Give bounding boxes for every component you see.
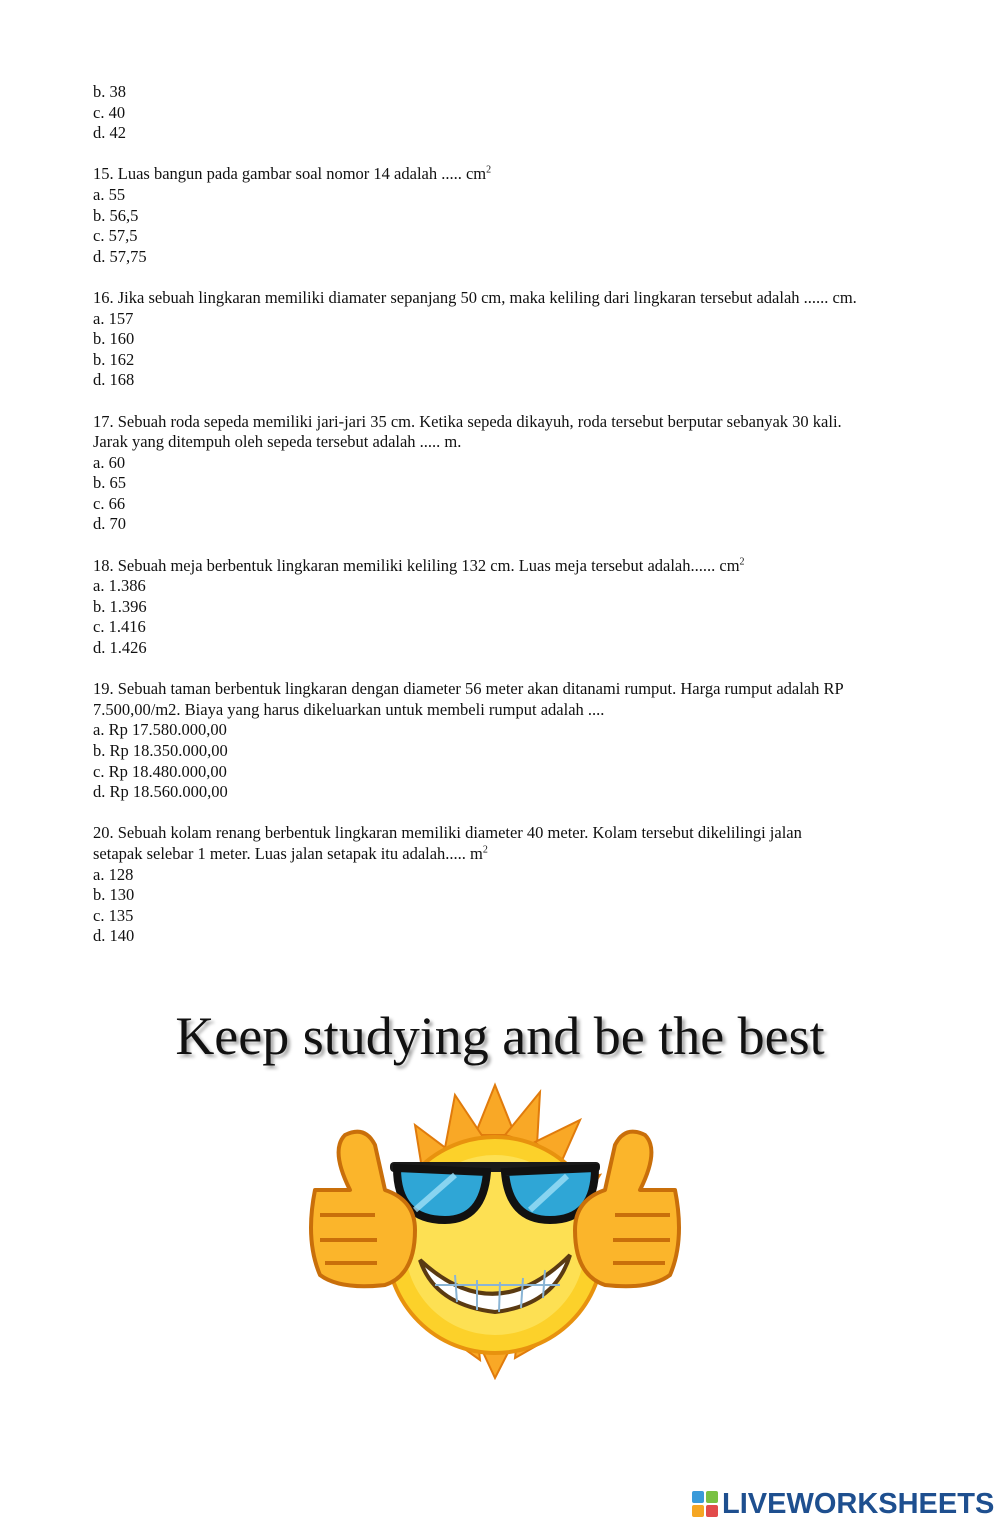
question-item	[93, 556, 923, 659]
answer-option: b. 38	[93, 82, 126, 101]
question-text	[93, 288, 923, 309]
question-text	[93, 823, 923, 844]
question-text	[93, 164, 923, 185]
answer-option: c. 66	[93, 493, 126, 513]
question-line: 7.500,00/m2. Biaya yang harus dikeluarkan untuk membeli rumput adalah ....	[93, 699, 605, 719]
answer-option: c. 57,5	[93, 226, 138, 246]
question-text	[93, 700, 923, 721]
answer-option: c. 135	[93, 905, 134, 925]
questions-list	[93, 82, 923, 968]
answer-option: a. 55	[93, 184, 126, 204]
question-item	[93, 164, 923, 267]
unit-superscript: 2	[482, 844, 488, 856]
answer-option: d. 70	[93, 514, 126, 534]
question-line: setapak selebar 1 meter. Luas jalan setapak itu adalah..... m	[93, 843, 483, 863]
question-line: 15. Luas bangun pada gambar soal nomor 14 adalah ..... cm	[93, 164, 487, 184]
answer-option: d. 1.426	[93, 638, 147, 658]
answer-option: a. 60	[93, 452, 126, 472]
question-text	[93, 556, 923, 577]
question-item	[93, 288, 923, 391]
question-line: Jarak yang ditempuh oleh sepeda tersebut adalah ..... m.	[93, 432, 462, 452]
answer-option: a. 1.386	[93, 576, 146, 596]
answer-option: d. Rp 18.560.000,00	[93, 782, 228, 802]
answer-option: d. 42	[93, 123, 126, 143]
question-text	[93, 679, 923, 700]
brand-text: LIVEWORKSHEETS	[722, 1487, 995, 1520]
question-group	[93, 164, 923, 947]
answer-option: b. 65	[93, 473, 126, 493]
liveworksheets-logo	[692, 1488, 994, 1520]
answer-option: d. 140	[93, 926, 135, 946]
sun-thumbs-up-sunglasses-icon	[305, 1080, 685, 1380]
answer-option: d. 168	[93, 370, 135, 390]
motto-heading: Keep studying and be the best	[175, 1006, 825, 1066]
question-line: 17. Sebuah roda sepeda memiliki jari-jari 35 cm. Ketika sepeda dikayuh, roda tersebut berputar sebanyak 30 kali.	[93, 411, 842, 431]
unit-superscript: 2	[486, 164, 492, 176]
answer-option: b. 162	[93, 349, 135, 369]
answer-option: c. 1.416	[93, 617, 146, 637]
question-text	[93, 844, 923, 865]
question-item	[93, 823, 923, 947]
question-text	[93, 432, 923, 453]
answer-option: b. 160	[93, 329, 135, 349]
question-line: 16. Jika sebuah lingkaran memiliki diamater sepanjang 50 cm, maka keliling dari lingkaran tersebut adalah ...... cm.	[93, 287, 857, 307]
question-line: 20. Sebuah kolam renang berbentuk lingkaran memiliki diameter 40 meter. Kolam tersebut dikelilingi jalan	[93, 823, 802, 843]
question-text	[93, 412, 923, 433]
answer-option: b. Rp 18.350.000,00	[93, 741, 228, 760]
answer-option: b. 56,5	[93, 205, 139, 225]
answer-option: a. 128	[93, 864, 134, 884]
answer-option: d. 57,75	[93, 246, 147, 266]
liveworksheets-logo-icon	[692, 1491, 718, 1517]
answer-option: c. 40	[93, 102, 126, 122]
question-line: 19. Sebuah taman berbentuk lingkaran dengan diameter 56 meter akan ditanami rumput. Harga rumput adalah RP	[93, 679, 844, 699]
answer-option: c. Rp 18.480.000,00	[93, 761, 227, 781]
answer-option: b. 1.396	[93, 596, 147, 616]
answer-option: b. 130	[93, 885, 135, 905]
question-line: 18. Sebuah meja berbentuk lingkaran memiliki keliling 132 cm. Luas meja tersebut adalah...... cm	[93, 555, 740, 575]
leading-options	[93, 82, 923, 144]
answer-option: a. 157	[93, 308, 134, 328]
unit-superscript: 2	[739, 556, 745, 568]
question-item	[93, 412, 923, 536]
question-item	[93, 679, 923, 803]
answer-option: a. Rp 17.580.000,00	[93, 720, 227, 740]
